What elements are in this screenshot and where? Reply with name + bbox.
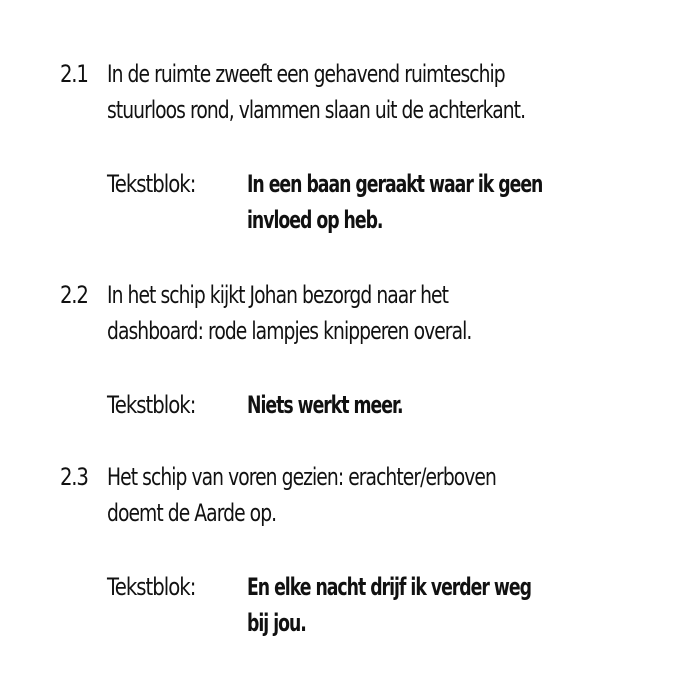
textblock-text (247, 569, 650, 641)
description-line: doemt de Aarde op. (107, 499, 277, 527)
textblock-text (247, 387, 650, 423)
textblock-line: En elke nacht drijf ik verder weg (247, 573, 531, 601)
description-line: In de ruimte zweeft een gehavend ruimteschip (107, 60, 505, 88)
textblock-label: Tekstblok: (107, 573, 196, 601)
textblock-line: bij jou. (247, 609, 306, 637)
textblock-text (247, 166, 650, 238)
textblock-label: Tekstblok: (107, 391, 196, 419)
textblock-label: Tekstblok: (107, 170, 196, 198)
scene-number: 2.2 (60, 281, 88, 309)
scene-description (107, 459, 653, 531)
textblock-line: invloed op heb. (247, 206, 383, 234)
description-line: Het schip van voren gezien: erachter/erboven (107, 463, 496, 491)
textblock-line: Niets werkt meer. (247, 391, 403, 419)
scene-description (107, 56, 653, 128)
textblock-line: In een baan geraakt waar ik geen (247, 170, 543, 198)
description-line: In het schip kijkt Johan bezorgd naar het (107, 281, 449, 309)
description-line: stuurloos rond, vlammen slaan uit de achterkant. (107, 96, 526, 124)
description-line: dashboard: rode lampjes knipperen overal. (107, 317, 472, 345)
scene-number: 2.1 (60, 60, 88, 88)
scene-description (107, 277, 653, 349)
scene-number: 2.3 (60, 463, 88, 491)
